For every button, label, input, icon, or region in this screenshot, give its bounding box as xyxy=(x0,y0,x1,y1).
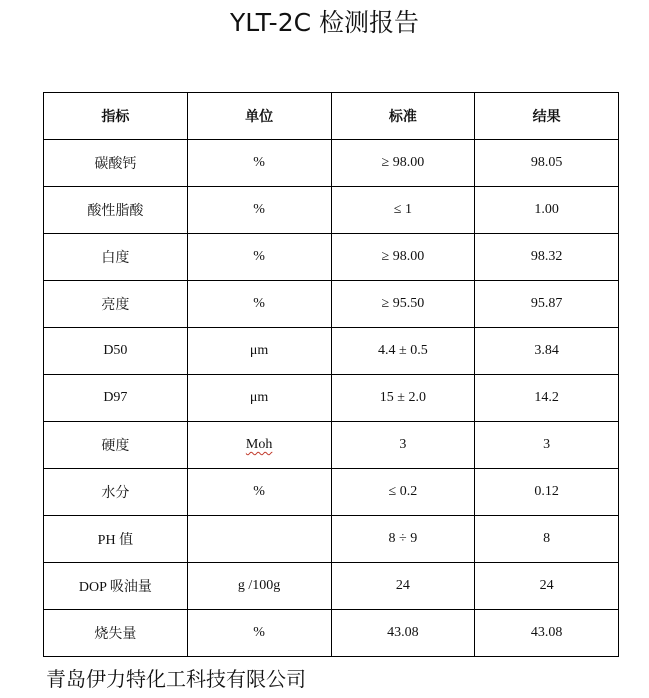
cell-unit: μm xyxy=(187,375,331,422)
cell-item: 酸性脂酸 xyxy=(44,187,188,234)
cell-unit: % xyxy=(187,281,331,328)
header-indicator: 指标 xyxy=(44,93,188,140)
cell-unit: % xyxy=(187,140,331,187)
table-row xyxy=(44,328,619,375)
cell-result: 3 xyxy=(475,422,619,469)
table-row xyxy=(44,234,619,281)
cell-unit xyxy=(187,516,331,563)
company-name: 青岛伊力特化工科技有限公司 xyxy=(46,667,306,691)
cell-item: 水分 xyxy=(44,469,188,516)
table-row xyxy=(44,187,619,234)
cell-result: 95.87 xyxy=(475,281,619,328)
cell-item: DOP 吸油量 xyxy=(44,563,188,610)
header-unit: 单位 xyxy=(187,93,331,140)
cell-result: 8 xyxy=(475,516,619,563)
cell-unit: % xyxy=(187,610,331,657)
cell-result: 98.32 xyxy=(475,234,619,281)
cell-item: 白度 xyxy=(44,234,188,281)
cell-unit xyxy=(187,422,331,469)
cell-item: PH 值 xyxy=(44,516,188,563)
table-row xyxy=(44,469,619,516)
cell-item: 亮度 xyxy=(44,281,188,328)
cell-result: 43.08 xyxy=(475,610,619,657)
table-row xyxy=(44,422,619,469)
table-row xyxy=(44,563,619,610)
cell-result: 98.05 xyxy=(475,140,619,187)
cell-standard: ≥ 95.50 xyxy=(331,281,475,328)
cell-result: 3.84 xyxy=(475,328,619,375)
cell-result: 24 xyxy=(475,563,619,610)
header-standard: 标准 xyxy=(331,93,475,140)
table-row xyxy=(44,140,619,187)
cell-standard: ≥ 98.00 xyxy=(331,234,475,281)
cell-standard: ≤ 1 xyxy=(331,187,475,234)
cell-standard: 3 xyxy=(331,422,475,469)
cell-result: 14.2 xyxy=(475,375,619,422)
cell-item: D97 xyxy=(44,375,188,422)
cell-item: 硬度 xyxy=(44,422,188,469)
cell-unit: g /100g xyxy=(187,563,331,610)
cell-unit: μm xyxy=(187,328,331,375)
cell-standard: 8 ÷ 9 xyxy=(331,516,475,563)
table-row xyxy=(44,610,619,657)
header-result: 结果 xyxy=(475,93,619,140)
table-row xyxy=(44,375,619,422)
cell-item: D50 xyxy=(44,328,188,375)
table-row xyxy=(44,516,619,563)
cell-standard: 4.4 ± 0.5 xyxy=(331,328,475,375)
cell-unit: % xyxy=(187,187,331,234)
cell-item: 烧失量 xyxy=(44,610,188,657)
cell-standard: 24 xyxy=(331,563,475,610)
cell-standard: 43.08 xyxy=(331,610,475,657)
cell-standard: ≥ 98.00 xyxy=(331,140,475,187)
cell-item: 碳酸钙 xyxy=(44,140,188,187)
cell-unit: % xyxy=(187,469,331,516)
cell-standard: ≤ 0.2 xyxy=(331,469,475,516)
table-header-row xyxy=(44,93,619,140)
cell-unit-text: Moh xyxy=(245,437,273,452)
cell-standard: 15 ± 2.0 xyxy=(331,375,475,422)
inspection-table xyxy=(43,92,619,657)
table-row xyxy=(44,281,619,328)
cell-result: 1.00 xyxy=(475,187,619,234)
cell-unit: % xyxy=(187,234,331,281)
cell-result: 0.12 xyxy=(475,469,619,516)
report-title: YLT-2C 检测报告 xyxy=(229,8,420,37)
